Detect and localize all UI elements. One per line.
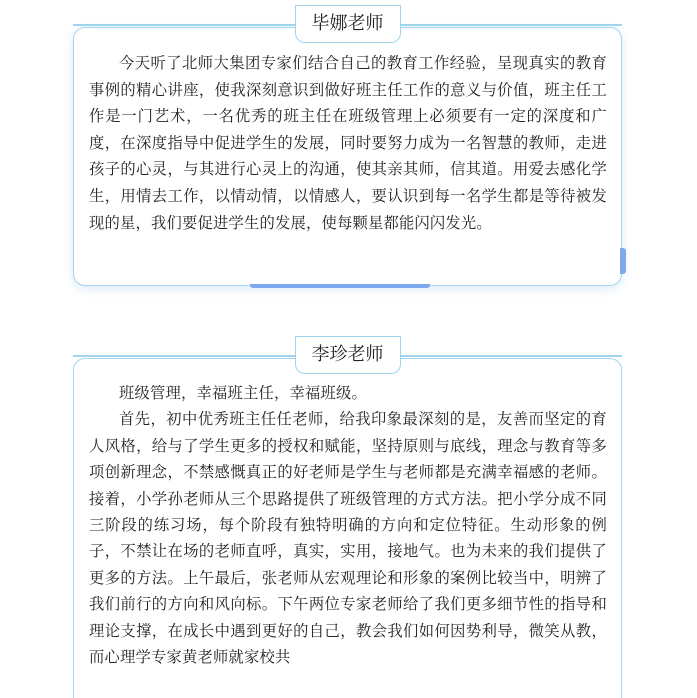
card-title-bar [73,336,622,376]
card-body-text [89,380,607,670]
card-accent-bar-right [620,248,626,274]
card-accent-bar-bottom [250,284,430,288]
card-body-text: 今天听了北师大集团专家们结合自己的教育工作经验，呈现真实的教育事例的精心讲座，使我深刻意识到做好班主任工作的意义与价值，班主任工作是一门艺术，一名优秀的班主任在班级管理上必须要有一定的深度和广度，在深度指导中促进学生的发展，同时要努力成为一名智慧的教师，走进孩子的心灵，与其进行心灵上的沟通，使其亲其师，信其道。用爱去感化学生，用情去工作，以情动情，以情感人，要认识到每一名学生都是等待被发现的星，我们要促进学生的发展，使每颗星都能闪闪发光。 [89,54,607,232]
card-title-bar [73,5,622,45]
body-paragraph: 首先，初中优秀班主任任老师，给我印象最深刻的是，友善而坚定的育人风格，给与了学生更多的授权和赋能，坚持原则与底线，理念与教育等多项创新理念，不禁感慨真正的好老师是学生与老师都是充满幸福感的老师。接着，小学孙老师从三个思路提供了班级管理的方式方法。把小学分成不同三阶段的练习场，每个阶段有独特明确的方向和定位特征。生动形象的例子，不禁让在场的老师直呼，真实，实用，接地气。也为未来的我们提供了更多的方法。上午最后，张老师从宏观理论和形象的案例比较当中，明辨了我们前行的方向和风向标。下午两位专家老师给了我们更多细节性的指导和理论支撑，在成长中遇到更好的自己，教会我们如何因势利导，微笑从教，而心理学专家黄老师就家校共 [89,410,607,667]
card-title: 毕娜老师 [295,5,401,43]
card-title: 李珍老师 [295,336,401,374]
body-paragraph: 班级管理，幸福班主任，幸福班级。 [119,384,367,402]
